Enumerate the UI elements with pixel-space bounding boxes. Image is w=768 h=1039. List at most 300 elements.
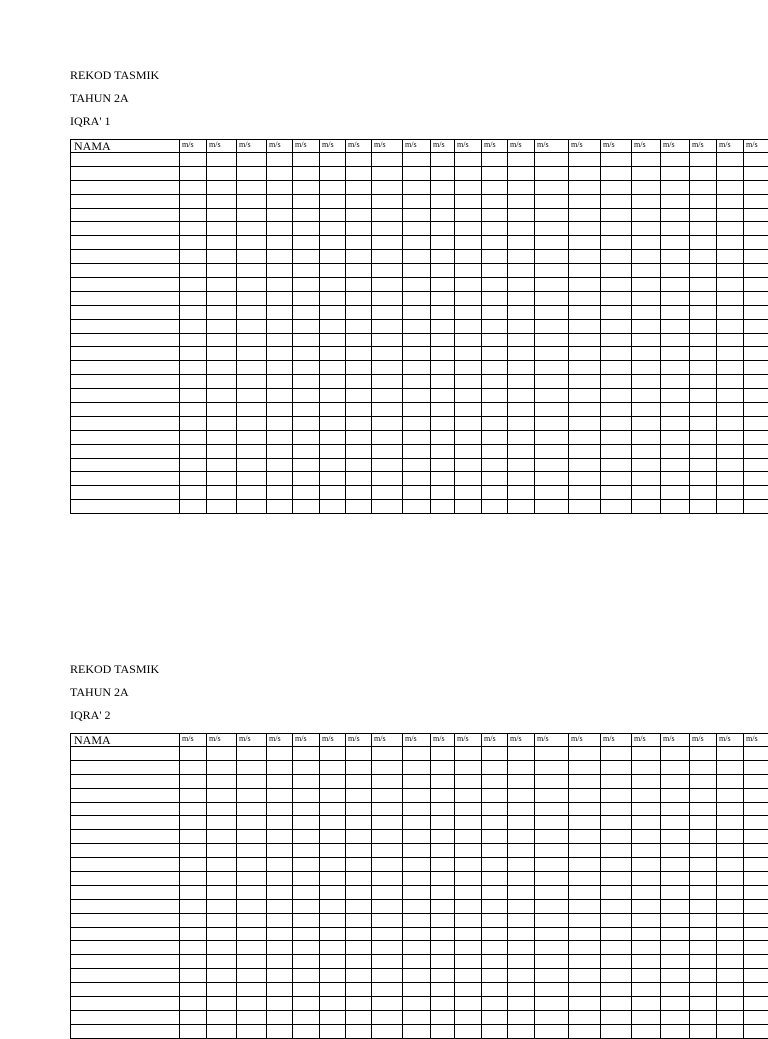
page-cell — [717, 403, 744, 417]
page-cell — [320, 983, 346, 997]
page-cell — [535, 969, 569, 983]
page-cell — [293, 858, 320, 872]
page-cell — [535, 208, 569, 222]
page-cell — [431, 927, 455, 941]
page-cell — [569, 458, 601, 472]
page-cell — [431, 389, 455, 403]
record-class: TAHUN 2A — [70, 91, 159, 114]
page-cell — [180, 1024, 207, 1038]
page-cell — [482, 264, 508, 278]
page-cell — [482, 472, 508, 486]
page-cell — [320, 444, 346, 458]
page-cell — [346, 333, 372, 347]
page-cell — [293, 430, 320, 444]
page-cell — [346, 885, 372, 899]
page-cell — [661, 830, 690, 844]
table-row — [71, 955, 768, 969]
page-cell — [508, 788, 535, 802]
page-cell — [372, 458, 403, 472]
page-cell — [267, 194, 293, 208]
page-cell — [482, 403, 508, 417]
page-cell — [508, 774, 535, 788]
page-cell — [293, 250, 320, 264]
page-cell — [690, 166, 717, 180]
student-name-cell — [71, 430, 180, 444]
page-cell — [482, 236, 508, 250]
page-cell — [320, 969, 346, 983]
page-cell — [207, 361, 237, 375]
page-cell — [237, 430, 267, 444]
page-cell — [717, 941, 744, 955]
page-cell — [293, 305, 320, 319]
page-cell — [431, 180, 455, 194]
page-cell — [744, 913, 768, 927]
page-cell — [180, 416, 207, 430]
table-row — [71, 760, 768, 774]
page-cell — [346, 305, 372, 319]
page-cell — [717, 747, 744, 761]
page-cell — [293, 347, 320, 361]
page-cell — [744, 291, 768, 305]
page-column-header: m/s — [237, 140, 267, 153]
page-cell — [267, 500, 293, 514]
page-cell — [717, 899, 744, 913]
page-cell — [293, 788, 320, 802]
student-name-cell — [71, 194, 180, 208]
page-cell — [237, 941, 267, 955]
table-row — [71, 458, 768, 472]
page-cell — [717, 208, 744, 222]
page-cell — [431, 472, 455, 486]
page-cell — [508, 333, 535, 347]
page-cell — [601, 291, 632, 305]
page-cell — [482, 858, 508, 872]
page-cell — [403, 747, 431, 761]
page-cell — [267, 361, 293, 375]
student-name-cell — [71, 166, 180, 180]
page-cell — [346, 941, 372, 955]
page-cell — [482, 347, 508, 361]
page-cell — [320, 278, 346, 292]
page-cell — [431, 941, 455, 955]
page-cell — [455, 291, 482, 305]
page-cell — [744, 416, 768, 430]
page-cell — [482, 208, 508, 222]
table-row — [71, 180, 768, 194]
page-cell — [293, 983, 320, 997]
page-cell — [632, 305, 661, 319]
page-cell — [508, 444, 535, 458]
page-cell — [569, 319, 601, 333]
page-cell — [403, 913, 431, 927]
page-cell — [431, 278, 455, 292]
page-cell — [320, 844, 346, 858]
page-cell — [346, 403, 372, 417]
page-cell — [346, 969, 372, 983]
page-cell — [508, 858, 535, 872]
page-cell — [632, 180, 661, 194]
page-cell — [237, 913, 267, 927]
page-cell — [535, 194, 569, 208]
page-cell — [601, 747, 632, 761]
page-cell — [346, 444, 372, 458]
page-column-header: m/s — [601, 734, 632, 747]
table-row — [71, 278, 768, 292]
page-cell — [690, 430, 717, 444]
page-cell — [455, 222, 482, 236]
page-cell — [744, 347, 768, 361]
page-cell — [632, 444, 661, 458]
page-cell — [601, 472, 632, 486]
page-cell — [372, 858, 403, 872]
table-row — [71, 416, 768, 430]
page-cell — [431, 816, 455, 830]
page-cell — [431, 969, 455, 983]
page-cell — [237, 389, 267, 403]
page-cell — [346, 236, 372, 250]
page-cell — [207, 389, 237, 403]
page-cell — [431, 375, 455, 389]
page-cell — [535, 347, 569, 361]
page-cell — [320, 885, 346, 899]
page-cell — [632, 774, 661, 788]
page-cell — [293, 333, 320, 347]
page-cell — [180, 816, 207, 830]
page-cell — [431, 802, 455, 816]
page-cell — [744, 444, 768, 458]
page-column-header: m/s — [717, 140, 744, 153]
page-cell — [237, 472, 267, 486]
page-cell — [372, 788, 403, 802]
page-cell — [403, 444, 431, 458]
page-cell — [744, 278, 768, 292]
page-cell — [372, 983, 403, 997]
page-cell — [535, 885, 569, 899]
page-cell — [455, 194, 482, 208]
page-cell — [744, 486, 768, 500]
page-cell — [320, 816, 346, 830]
page-cell — [237, 816, 267, 830]
page-cell — [601, 180, 632, 194]
page-cell — [207, 416, 237, 430]
page-cell — [535, 941, 569, 955]
page-cell — [744, 788, 768, 802]
page-cell — [372, 416, 403, 430]
page-cell — [482, 1010, 508, 1024]
page-cell — [207, 844, 237, 858]
page-cell — [535, 444, 569, 458]
page-cell — [180, 955, 207, 969]
table-row — [71, 997, 768, 1011]
table-row — [71, 375, 768, 389]
page-cell — [207, 774, 237, 788]
page-cell — [717, 361, 744, 375]
page-cell — [403, 250, 431, 264]
page-cell — [372, 166, 403, 180]
page-cell — [601, 208, 632, 222]
page-cell — [346, 858, 372, 872]
page-cell — [237, 153, 267, 167]
page-cell — [661, 222, 690, 236]
page-cell — [237, 208, 267, 222]
page-cell — [690, 305, 717, 319]
page-cell — [207, 486, 237, 500]
page-cell — [632, 844, 661, 858]
page-cell — [569, 747, 601, 761]
page-column-header: m/s — [569, 734, 601, 747]
page-cell — [744, 969, 768, 983]
page-cell — [690, 472, 717, 486]
table-row — [71, 858, 768, 872]
page-cell — [431, 747, 455, 761]
page-cell — [508, 347, 535, 361]
page-cell — [431, 885, 455, 899]
page-cell — [207, 375, 237, 389]
record-class: TAHUN 2A — [70, 685, 159, 708]
page-cell — [320, 997, 346, 1011]
page-cell — [690, 194, 717, 208]
page-cell — [403, 291, 431, 305]
page-cell — [632, 802, 661, 816]
page-cell — [744, 816, 768, 830]
page-column-header: m/s — [535, 734, 569, 747]
page-cell — [403, 983, 431, 997]
page-cell — [601, 389, 632, 403]
page-cell — [320, 927, 346, 941]
page-cell — [431, 250, 455, 264]
page-cell — [267, 208, 293, 222]
page-cell — [180, 194, 207, 208]
page-cell — [267, 278, 293, 292]
page-cell — [403, 375, 431, 389]
page-cell — [569, 969, 601, 983]
page-cell — [320, 858, 346, 872]
page-cell — [482, 760, 508, 774]
page-cell — [237, 458, 267, 472]
page-column-header: m/s — [455, 140, 482, 153]
page-cell — [508, 264, 535, 278]
table-row — [71, 444, 768, 458]
page-cell — [372, 872, 403, 886]
page-cell — [744, 774, 768, 788]
page-cell — [293, 927, 320, 941]
page-cell — [632, 430, 661, 444]
page-cell — [690, 983, 717, 997]
page-cell — [455, 430, 482, 444]
page-cell — [601, 774, 632, 788]
page-cell — [717, 416, 744, 430]
page-column-header: m/s — [535, 140, 569, 153]
page-cell — [293, 291, 320, 305]
page-cell — [180, 153, 207, 167]
page-cell — [535, 153, 569, 167]
page-cell — [455, 858, 482, 872]
page-cell — [403, 166, 431, 180]
page-cell — [293, 166, 320, 180]
page-column-header: m/s — [346, 734, 372, 747]
page-cell — [207, 1010, 237, 1024]
table-row — [71, 788, 768, 802]
page-cell — [320, 361, 346, 375]
page-cell — [267, 997, 293, 1011]
page-cell — [403, 1010, 431, 1024]
page-cell — [180, 347, 207, 361]
page-cell — [346, 747, 372, 761]
page-cell — [632, 816, 661, 830]
page-cell — [267, 153, 293, 167]
page-cell — [661, 927, 690, 941]
page-column-header: m/s — [403, 140, 431, 153]
page-cell — [690, 955, 717, 969]
page-cell — [632, 1024, 661, 1038]
student-name-cell — [71, 899, 180, 913]
page-cell — [535, 264, 569, 278]
page-cell — [482, 305, 508, 319]
page-cell — [372, 180, 403, 194]
page-cell — [632, 486, 661, 500]
page-cell — [717, 1010, 744, 1024]
page-cell — [320, 430, 346, 444]
page-cell — [180, 858, 207, 872]
page-cell — [455, 333, 482, 347]
page-cell — [455, 180, 482, 194]
page-cell — [237, 747, 267, 761]
page-cell — [569, 472, 601, 486]
page-cell — [482, 997, 508, 1011]
page-cell — [717, 194, 744, 208]
page-cell — [717, 858, 744, 872]
page-cell — [661, 472, 690, 486]
page-cell — [508, 416, 535, 430]
page-cell — [237, 927, 267, 941]
page-cell — [237, 872, 267, 886]
page-cell — [320, 305, 346, 319]
page-cell — [661, 250, 690, 264]
page-cell — [482, 444, 508, 458]
page-cell — [403, 458, 431, 472]
page-cell — [601, 153, 632, 167]
page-cell — [508, 403, 535, 417]
page-cell — [293, 774, 320, 788]
page-cell — [482, 486, 508, 500]
page-cell — [320, 747, 346, 761]
page-cell — [455, 305, 482, 319]
page-cell — [431, 208, 455, 222]
page-cell — [482, 983, 508, 997]
page-cell — [320, 403, 346, 417]
page-cell — [431, 1010, 455, 1024]
page-cell — [690, 899, 717, 913]
page-cell — [744, 1010, 768, 1024]
page-cell — [403, 774, 431, 788]
page-cell — [293, 458, 320, 472]
page-cell — [372, 969, 403, 983]
page-cell — [237, 802, 267, 816]
page-cell — [661, 361, 690, 375]
page-cell — [372, 222, 403, 236]
page-cell — [744, 375, 768, 389]
page-cell — [690, 830, 717, 844]
page-cell — [690, 858, 717, 872]
page-cell — [661, 872, 690, 886]
page-cell — [661, 788, 690, 802]
page-cell — [372, 444, 403, 458]
page-cell — [601, 430, 632, 444]
page-cell — [346, 347, 372, 361]
page-cell — [237, 333, 267, 347]
page-cell — [569, 927, 601, 941]
page-cell — [482, 166, 508, 180]
page-cell — [180, 180, 207, 194]
page-cell — [207, 250, 237, 264]
page-cell — [403, 153, 431, 167]
record-title: REKOD TASMIK — [70, 662, 159, 685]
page-cell — [632, 153, 661, 167]
page-cell — [661, 403, 690, 417]
page-column-header: m/s — [508, 140, 535, 153]
page-column-header: m/s — [207, 734, 237, 747]
page-cell — [180, 747, 207, 761]
student-name-cell — [71, 180, 180, 194]
page-cell — [180, 774, 207, 788]
page-cell — [403, 319, 431, 333]
page-cell — [632, 166, 661, 180]
student-name-cell — [71, 375, 180, 389]
page-cell — [455, 885, 482, 899]
page-cell — [207, 472, 237, 486]
page-cell — [320, 1024, 346, 1038]
page-cell — [207, 1024, 237, 1038]
page-cell — [207, 180, 237, 194]
page-cell — [482, 969, 508, 983]
page-cell — [601, 403, 632, 417]
page-cell — [455, 1010, 482, 1024]
page-cell — [267, 236, 293, 250]
page-cell — [632, 1010, 661, 1024]
page-cell — [320, 1010, 346, 1024]
page-cell — [237, 858, 267, 872]
page-cell — [372, 844, 403, 858]
page-cell — [320, 416, 346, 430]
page-cell — [293, 361, 320, 375]
page-cell — [293, 1024, 320, 1038]
page-cell — [267, 403, 293, 417]
page-cell — [535, 816, 569, 830]
page-cell — [569, 264, 601, 278]
page-cell — [601, 969, 632, 983]
table-row — [71, 802, 768, 816]
page-cell — [601, 830, 632, 844]
page-cell — [744, 760, 768, 774]
page-cell — [372, 774, 403, 788]
student-name-cell — [71, 222, 180, 236]
page-cell — [403, 941, 431, 955]
page-cell — [690, 347, 717, 361]
page-cell — [455, 444, 482, 458]
page-cell — [744, 264, 768, 278]
page-cell — [455, 153, 482, 167]
page-cell — [569, 416, 601, 430]
page-cell — [293, 747, 320, 761]
page-cell — [372, 997, 403, 1011]
page-cell — [661, 941, 690, 955]
page-cell — [207, 941, 237, 955]
page-cell — [482, 774, 508, 788]
student-name-cell — [71, 389, 180, 403]
page-cell — [569, 1010, 601, 1024]
page-cell — [180, 444, 207, 458]
page-cell — [267, 347, 293, 361]
